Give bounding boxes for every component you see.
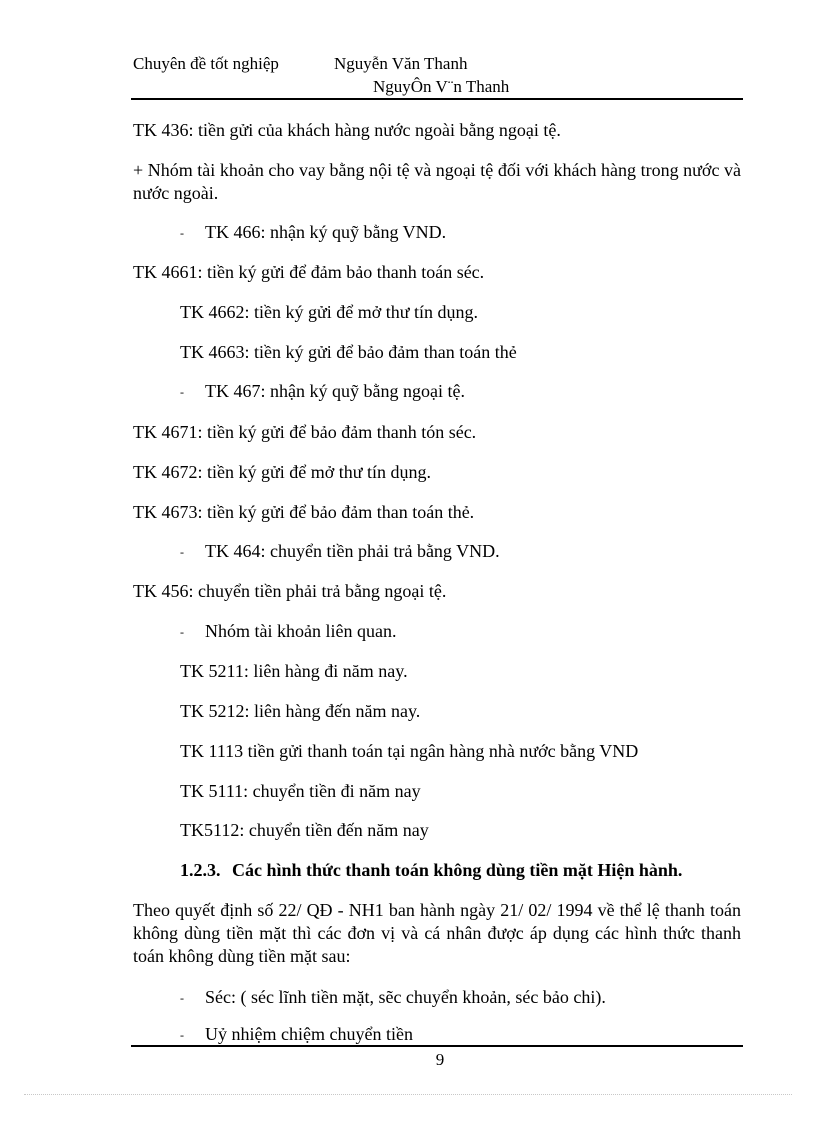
bullet-mark: -	[180, 1028, 184, 1042]
header-author: Nguyễn Văn Thanh	[334, 54, 468, 73]
section-title: Các hình thức thanh toán không dùng tiền mặt Hiện hành.	[232, 860, 683, 880]
list-item-text: Uỷ nhiệm chiệm chuyển tiền	[205, 1024, 413, 1044]
line-tk4672: TK 4672: tiền ký gửi để mở thư tín dụng.	[133, 462, 432, 482]
list-item-cheque	[180, 986, 606, 1009]
list-item-text: Nhóm tài khoản liên quan.	[205, 621, 397, 641]
section-heading	[180, 860, 682, 881]
line-tk5212: TK 5212: liên hàng đến năm nay.	[180, 701, 421, 721]
bullet-mark: -	[180, 226, 184, 240]
list-item-tk466	[180, 221, 446, 244]
list-item-text: TK 467: nhận ký quỹ bằng ngoại tệ.	[205, 381, 465, 401]
list-item-related-group	[180, 620, 396, 643]
bullet-mark: -	[180, 545, 184, 559]
header-rule	[131, 98, 743, 100]
bullet-mark: -	[180, 991, 184, 1005]
line-tk5112: TK5112: chuyển tiền đến năm nay	[180, 820, 429, 840]
header-title: Chuyên đề tốt nghiệp	[133, 54, 279, 73]
list-item-tk467	[180, 380, 465, 403]
line-tk5111: TK 5111: chuyển tiền đi năm nay	[180, 781, 421, 801]
line-tk5211: TK 5211: liên hàng đi năm nay.	[180, 661, 408, 681]
line-tk4662: TK 4662: tiền ký gửi để mở thư tín dụng.	[180, 302, 479, 322]
list-item-transfer	[180, 1023, 413, 1046]
bullet-mark: -	[180, 385, 184, 399]
section-number: 1.2.3.	[180, 860, 221, 880]
line-tk4663: TK 4663: tiền ký gửi để bảo đảm than toán thẻ	[180, 342, 517, 362]
line-tk4671: TK 4671: tiền ký gửi để bảo đảm thanh tón séc.	[133, 422, 477, 442]
line-tk4661: TK 4661: tiền ký gửi để đảm bảo thanh toán séc.	[133, 262, 485, 282]
decision-paragraph: Theo quyết định số 22/ QĐ - NH1 ban hành ngày 21/ 02/ 1994 về thể lệ thanh toán không dùng tiền mặt thì các đơn vị và cá nhân được áp dụng các hình thức thanh toán không dùng tiền mặt sau:	[133, 900, 741, 966]
loan-group-paragraph: + Nhóm tài khoản cho vay bằng nội tệ và ngoại tệ đối với khách hàng trong nước và nước ngoài.	[133, 160, 741, 203]
line-tk456: TK 456: chuyển tiền phải trả bằng ngoại tệ.	[133, 581, 447, 601]
line-tk1113: TK 1113 tiền gửi thanh toán tại ngân hàng nhà nước bằng VND	[180, 741, 639, 761]
list-item-text: TK 464: chuyển tiền phải trả bằng VND.	[205, 541, 500, 561]
list-item-text: Séc: ( séc lĩnh tiền mặt, sẽc chuyển khoản, séc bảo chi).	[205, 987, 606, 1007]
page-number: 9	[435, 1050, 445, 1069]
line-tk4673: TK 4673: tiền ký gửi để bảo đảm than toán thẻ.	[133, 502, 475, 522]
line-tk436: TK 436: tiền gửi của khách hàng nước ngoài bằng ngoại tệ.	[133, 120, 561, 140]
page-edge-divider	[24, 1094, 792, 1095]
list-item-tk464	[180, 540, 500, 563]
list-item-text: TK 466: nhận ký quỹ bằng VND.	[205, 222, 447, 242]
bullet-mark: -	[180, 625, 184, 639]
header-author-garbled: NguyÔn V¨n Thanh	[373, 77, 510, 96]
footer-rule	[131, 1045, 743, 1047]
